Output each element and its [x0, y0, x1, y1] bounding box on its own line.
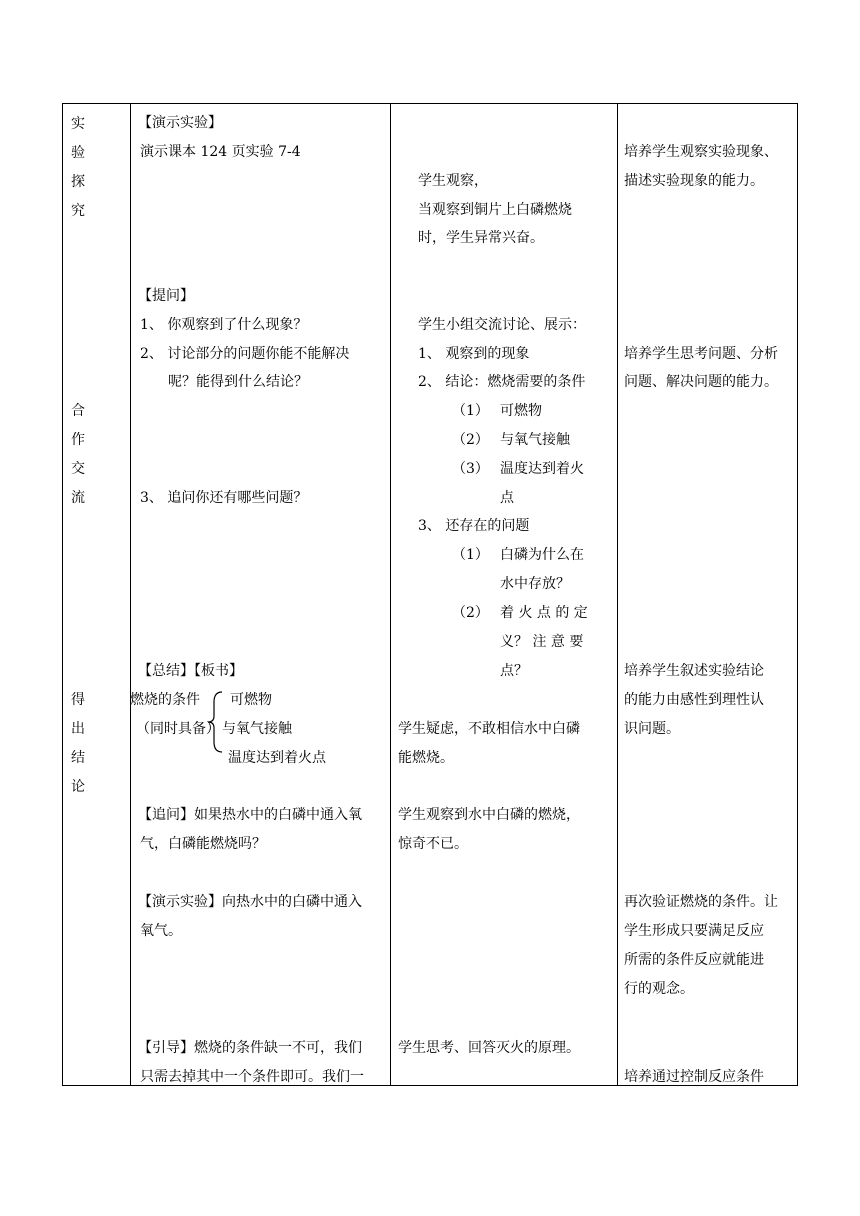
demo-heading: 【演示实验】: [138, 115, 222, 131]
condition-num: （3）: [452, 461, 489, 477]
problem-text-cont: 义？ 注 意 要: [500, 634, 584, 650]
discuss-item-1: 1、 观察到的现象: [418, 346, 530, 362]
question-heading: 【提问】: [138, 288, 194, 304]
question-2: 2、 讨论部分的问题你能不能解决: [140, 346, 350, 362]
student-amazed: 学生观察到水中白磷的燃烧，: [398, 807, 580, 823]
student-observe-3: 时，学生异常兴奋。: [418, 230, 544, 246]
question-1: 1、 你观察到了什么现象？: [140, 317, 308, 333]
stage-char: 实: [71, 116, 85, 132]
stage-char: 论: [71, 779, 85, 795]
condition-text-cont: 点: [500, 490, 514, 506]
intent-3-cont: 的能力由感性到理性认: [624, 692, 764, 708]
board-item-temperature: 温度达到着火点: [228, 750, 326, 766]
discuss-item-2: 2、 结论：燃烧需要的条件: [418, 374, 586, 390]
condition-text: 可燃物: [500, 403, 542, 419]
discuss-item-3: 3、 还存在的问题: [418, 518, 530, 534]
student-observe-2: 当观察到铜片上白磷燃烧: [418, 202, 572, 218]
board-condition-label: 燃烧的条件: [130, 692, 200, 708]
problem-num: （2）: [452, 605, 489, 621]
condition-text: 与氧气接触: [500, 432, 570, 448]
demo2-text: 【演示实验】向热水中的白磷中通入: [138, 894, 362, 910]
column-divider: [617, 104, 618, 1085]
summary-heading: 【总结】【板书】: [138, 663, 243, 679]
condition-text: 温度达到着火: [500, 461, 584, 477]
intent-4-cont: 行的观念。: [624, 981, 694, 997]
intent-3-cont: 识问题。: [624, 721, 680, 737]
student-doubt: 学生疑虑，不敢相信水中白磷: [398, 721, 580, 737]
intent-2-cont: 问题、解决问题的能力。: [624, 374, 778, 390]
condition-num: （1）: [452, 403, 489, 419]
intent-1: 培养学生观察实验现象、: [624, 144, 778, 160]
problem-num: （1）: [452, 547, 489, 563]
guide-text-cont: 只需去掉其中一个条件即可。我们一: [140, 1069, 364, 1085]
problem-text-cont: 水中存放？: [500, 576, 570, 592]
stage-label-conclusion: [68, 686, 88, 802]
stage-label-experiment: [68, 110, 88, 226]
problem-text-cont: 点？: [500, 663, 528, 679]
intent-3: 培养学生叙述实验结论: [624, 663, 764, 679]
stage-char: 出: [71, 721, 85, 737]
stage-char: 合: [71, 403, 85, 419]
column-divider: [390, 104, 391, 1085]
condition-num: （2）: [452, 432, 489, 448]
stage-char: 结: [71, 750, 85, 766]
problem-text: 白磷为什么在: [500, 547, 584, 563]
student-think: 学生思考、回答灭火的原理。: [398, 1040, 580, 1056]
student-doubt-cont: 能燃烧。: [398, 750, 454, 766]
student-amazed-cont: 惊奇不已。: [398, 836, 468, 852]
student-discuss: 学生小组交流讨论、展示：: [418, 317, 586, 333]
stage-char: 验: [71, 145, 85, 161]
board-item-oxygen: 与氧气接触: [222, 721, 292, 737]
stage-char: 交: [71, 461, 85, 477]
stage-char: 作: [71, 432, 85, 448]
intent-2: 培养学生思考问题、分析: [624, 346, 778, 362]
intent-4-cont: 所需的条件反应就能进: [624, 952, 764, 968]
stage-char: 得: [71, 692, 85, 708]
intent-5: 培养通过控制反应条件: [624, 1069, 764, 1085]
question-2-cont: 呢？能得到什么结论？: [168, 374, 308, 390]
board-item-combustible: 可燃物: [230, 692, 272, 708]
stage-char: 流: [71, 490, 85, 506]
column-divider: [130, 104, 131, 1085]
stage-char: 究: [71, 203, 85, 219]
student-observe: 学生观察，: [418, 173, 488, 189]
question-3: 3、 追问你还有哪些问题？: [140, 490, 308, 506]
followup-question: 【追问】如果热水中的白磷中通入氧: [138, 807, 362, 823]
intent-4: 再次验证燃烧的条件。让: [624, 894, 778, 910]
followup-question-cont: 气，白磷能燃烧吗？: [140, 836, 266, 852]
guide-text: 【引导】燃烧的条件缺一不可，我们: [138, 1040, 362, 1056]
stage-label-cooperation: [68, 397, 88, 513]
board-simultaneous-label: （同时具备）: [136, 721, 220, 737]
stage-char: 探: [71, 174, 85, 190]
intent-1-cont: 描述实验现象的能力。: [624, 173, 764, 189]
demo-text: 演示课本 124 页实验 7-4: [140, 144, 301, 160]
intent-4-cont: 学生形成只要满足反应: [624, 923, 764, 939]
problem-text: 着 火 点 的 定: [500, 605, 588, 621]
demo2-text-cont: 氧气。: [140, 923, 182, 939]
